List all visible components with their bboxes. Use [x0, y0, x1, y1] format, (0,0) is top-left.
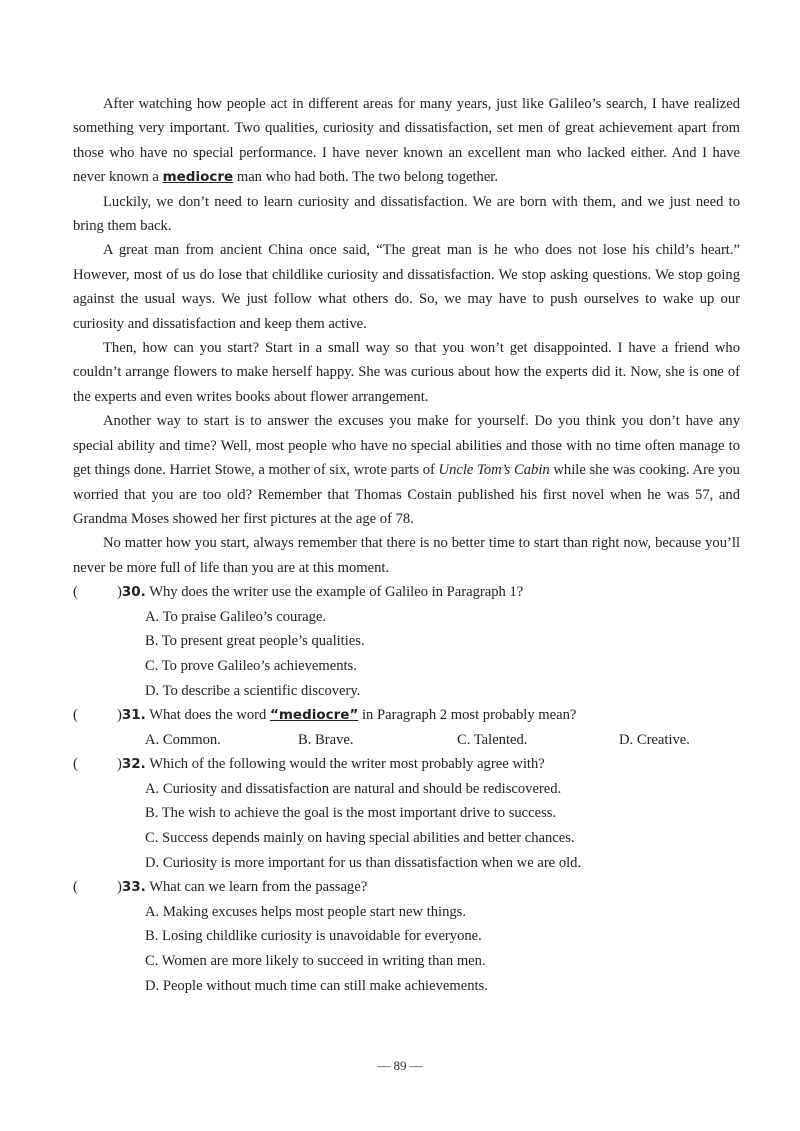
option-c[interactable]: C. To prove Galileo’s achievements. [145, 657, 357, 674]
option-b[interactable]: B. Brave. [298, 731, 354, 748]
answer-blank-open[interactable]: ( [73, 707, 78, 724]
question-stem [73, 580, 740, 605]
paragraph-4: Then, how can you start? Start in a small way so that you won’t get disappointed. I have a friend who couldn’t arrange flowers to make herself happy. She was curious about how the experts did it. Now, she is one of the experts and even writes books about flower arrangement. [73, 340, 740, 405]
option-d[interactable]: D. To describe a scientific discovery. [145, 682, 361, 699]
option-c[interactable]: C. Women are more likely to succeed in writing than men. [145, 953, 486, 970]
paragraph-1-text: After watching how people act in different areas for many years, just like Galileo’s search, I have realized something very important. Two qualities, curiosity and dissatisfaction, set men of great achievement apart from those who have no special performance. I have never known an excellent man who lacked either. And I have never known a [73, 96, 740, 186]
keyword-mediocre: mediocre [162, 169, 234, 186]
answer-blank-paren: ) [117, 879, 122, 896]
page-number: — 89 — [377, 1058, 423, 1073]
option-b[interactable]: B. The wish to achieve the goal is the most important drive to success. [145, 805, 557, 822]
paragraph-1 [73, 92, 740, 190]
inline-options [73, 728, 740, 753]
answer-blank-open[interactable]: ( [73, 879, 78, 896]
answer-blank-close [117, 875, 367, 900]
paragraph-5-end: while she was cooking. Are you worried that you are too old? Remember that Thomas Costain published his first novel when he was 57, and Grandma Moses showed her first pictures at the age of 78. [73, 462, 740, 527]
answer-blank-open[interactable]: ( [73, 584, 78, 601]
question-stem [73, 703, 740, 728]
option-b[interactable]: B. Losing childlike curiosity is unavoidable for everyone. [145, 928, 482, 945]
answer-blank-paren: ) [117, 756, 122, 773]
paragraph-3: A great man from ancient China once said, “The great man is he who does not lose his child’s heart.” However, most of us do lose that childlike curiosity and dissatisfaction. We stop asking questions. We stop going against the usual ways. We just follow what others do. So, we may have to push ourselves to wake up our curiosity and dissatisfaction and keep them active. [73, 242, 740, 332]
paragraph-5 [73, 409, 740, 531]
question-number: 32. [121, 756, 146, 773]
question-list [73, 580, 740, 998]
question-32 [73, 752, 740, 875]
option-d[interactable]: D. People without much time can still make achievements. [145, 977, 488, 994]
answer-blank-open[interactable]: ( [73, 756, 78, 773]
option-a[interactable]: A. Curiosity and dissatisfaction are natural and should be rediscovered. [145, 780, 562, 797]
answer-blank-paren: ) [117, 584, 122, 601]
question-31 [73, 703, 740, 752]
question-text: Why does the writer use the example of Galileo in Paragraph 1? [149, 584, 524, 601]
option-d[interactable]: D. Curiosity is more important for us than dissatisfaction when we are old. [145, 854, 582, 871]
question-number: 33. [121, 879, 146, 896]
question-keyword: “mediocre” [269, 707, 359, 724]
paragraph-1-end: man who had both. The two belong together. [236, 169, 498, 186]
question-text: Which of the following would the writer most probably agree with? [149, 756, 545, 773]
question-30 [73, 580, 740, 703]
option-c[interactable]: C. Success depends mainly on having special abilities and better chances. [145, 830, 575, 847]
option-b[interactable]: B. To present great people’s qualities. [145, 633, 365, 650]
option-a[interactable]: A. Common. [145, 731, 221, 748]
option-a[interactable]: A. To praise Galileo’s courage. [145, 608, 327, 625]
option-c[interactable]: C. Talented. [457, 731, 528, 748]
answer-blank-paren: ) [117, 707, 122, 724]
question-number: 31. [121, 707, 146, 724]
question-text-before: What does the word [149, 707, 267, 724]
question-33 [73, 875, 740, 998]
document-page [73, 92, 740, 998]
question-text: What can we learn from the passage? [149, 879, 368, 896]
book-title: Uncle Tom’s Cabin [438, 462, 550, 479]
paragraph-5-text: Another way to start is to answer the excuses you make for yourself. Do you think you don’t have any special ability and time? Well, most people who have no special abilities and those with no time often manage to get things done. Harriet Stowe, a mother of six, wrote parts of [73, 413, 740, 479]
question-stem [73, 875, 740, 900]
paragraph-2: Luckily, we don’t need to learn curiosity and dissatisfaction. We are born with them, and we just need to bring them back. [73, 193, 740, 235]
answer-blank-close [117, 580, 523, 605]
question-text-after: in Paragraph 2 most probably mean? [361, 707, 577, 724]
option-d[interactable]: D. Creative. [619, 731, 690, 748]
option-a[interactable]: A. Making excuses helps most people start new things. [145, 903, 467, 920]
question-number: 30. [121, 584, 146, 601]
answer-blank-close [117, 752, 545, 777]
paragraph-6: No matter how you start, always remember that there is no better time to start than right now, because you’ll never be more full of life than you are at this moment. [73, 535, 740, 576]
answer-blank-close [117, 703, 576, 728]
question-stem [73, 752, 740, 777]
